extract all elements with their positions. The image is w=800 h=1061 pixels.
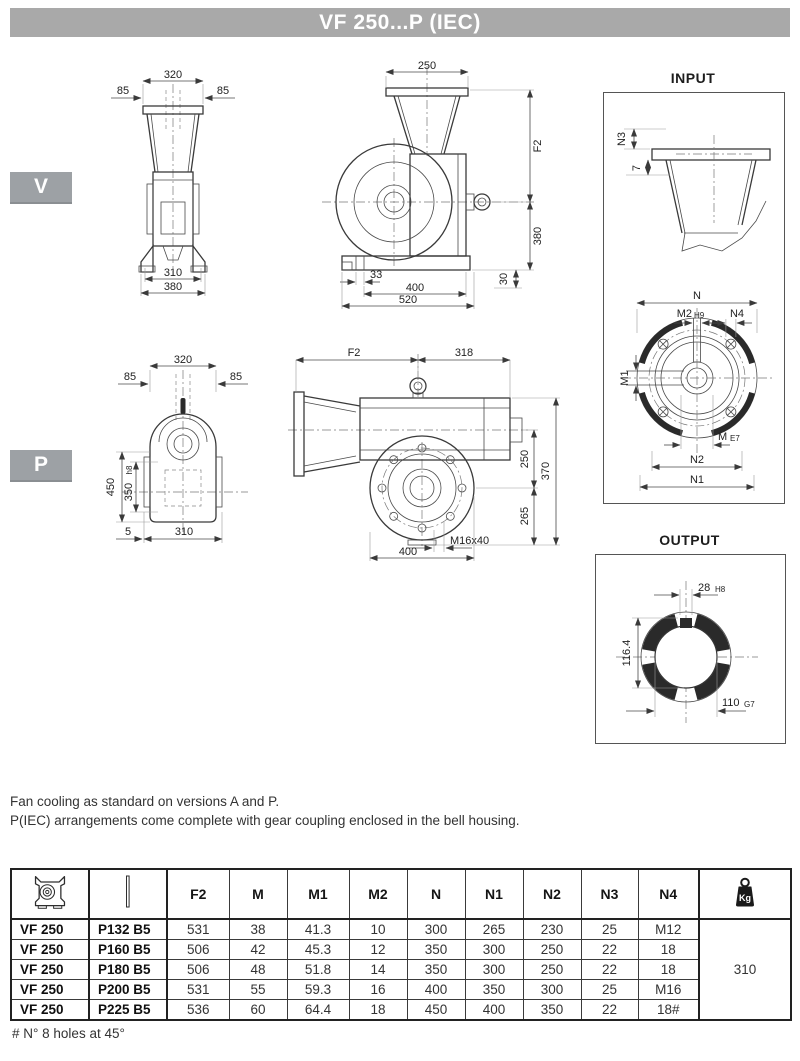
value-cell: 22 [581, 1000, 638, 1021]
value-cell: 22 [581, 960, 638, 980]
dim-n: N [693, 290, 701, 302]
value-cell: 51.8 [287, 960, 349, 980]
version-badge-v: V [10, 172, 72, 204]
col-header-f2: F2 [167, 869, 229, 919]
dim-85-left: 85 [123, 371, 137, 383]
footnote-holes: # N° 8 holes at 45° [12, 1026, 125, 1041]
value-cell: 18 [638, 940, 699, 960]
col-header-m1: M1 [287, 869, 349, 919]
value-cell: 42 [229, 940, 287, 960]
value-cell: M16 [638, 980, 699, 1000]
value-cell: 250 [523, 960, 581, 980]
value-cell: 536 [167, 1000, 229, 1021]
weight-cell: 310 [699, 919, 791, 1020]
dim-m2: M2 [676, 308, 692, 320]
value-cell: 59.3 [287, 980, 349, 1000]
input-side-dims [616, 129, 670, 175]
value-cell: 18 [349, 1000, 407, 1021]
input-side-outline [652, 135, 770, 251]
value-cell: 25 [581, 919, 638, 940]
table-body [11, 919, 791, 1020]
gearbox-icon [28, 873, 72, 911]
value-cell: 18 [638, 960, 699, 980]
value-cell: 531 [167, 980, 229, 1000]
version-badge-p: P [10, 450, 72, 482]
col-header-n3: N3 [581, 869, 638, 919]
value-cell: 506 [167, 960, 229, 980]
dim-320: 320 [163, 69, 183, 81]
value-cell: M12 [638, 919, 699, 940]
value-cell: 18# [638, 1000, 699, 1021]
col-header-n: N [407, 869, 465, 919]
value-cell: 300 [465, 940, 523, 960]
drawing-v-side [298, 60, 554, 312]
page-title: VF 250...P (IEC) [10, 8, 790, 37]
dim-450: 450 [105, 477, 117, 497]
dimensions [105, 354, 248, 543]
drawing-p-top [88, 352, 264, 548]
dim-318: 318 [454, 347, 474, 359]
shaft-icon [123, 874, 133, 910]
dim-350: 350 [123, 482, 135, 502]
table-header-row [11, 869, 791, 919]
dim-116-4: 116.4 [621, 639, 633, 667]
dim-350-tol: h8 [125, 465, 134, 475]
motor-cell: P200 B5 [89, 980, 167, 1000]
weight-icon-header [699, 869, 791, 919]
dim-85-left: 85 [116, 85, 130, 97]
kg-label: Kg [739, 892, 751, 903]
col-header-n4: N4 [638, 869, 699, 919]
value-cell: 14 [349, 960, 407, 980]
value-cell: 64.4 [287, 1000, 349, 1021]
value-cell: 300 [407, 919, 465, 940]
table-row [11, 980, 791, 1000]
dim-370: 370 [540, 461, 552, 481]
dim-5: 5 [124, 526, 132, 538]
value-cell: 12 [349, 940, 407, 960]
input-flange-outline [622, 308, 772, 453]
input-section-label: INPUT [670, 70, 716, 86]
dim-85-right: 85 [229, 371, 243, 383]
value-cell: 45.3 [287, 940, 349, 960]
dim-320: 320 [173, 354, 193, 366]
dim-85-right: 85 [216, 85, 230, 97]
value-cell: 16 [349, 980, 407, 1000]
input-panel [603, 92, 785, 504]
value-cell: 25 [581, 980, 638, 1000]
value-cell: 55 [229, 980, 287, 1000]
value-cell: 400 [407, 980, 465, 1000]
table-row [11, 919, 791, 940]
value-cell: 265 [465, 919, 523, 940]
value-cell: 60 [229, 1000, 287, 1021]
dim-310: 310 [163, 267, 183, 279]
dim-30: 30 [498, 272, 510, 286]
outline [641, 612, 731, 702]
value-cell: 230 [523, 919, 581, 940]
dim-m: M [718, 431, 728, 443]
drawing-input [604, 93, 782, 501]
dim-n3: N3 [616, 131, 628, 147]
dim-380: 380 [163, 281, 183, 293]
drawing-output [596, 555, 783, 741]
table-row [11, 960, 791, 980]
dim-7: 7 [631, 164, 643, 172]
value-cell: 350 [407, 960, 465, 980]
note-fan-cooling: Fan cooling as standard on versions A and P. [10, 794, 280, 809]
col-header-m: M [229, 869, 287, 919]
dim-110-tol: G7 [744, 700, 755, 709]
dimensions [340, 60, 544, 309]
motor-cell: P225 B5 [89, 1000, 167, 1021]
value-cell: 41.3 [287, 919, 349, 940]
col-header-n1: N1 [465, 869, 523, 919]
model-cell: VF 250 [11, 960, 89, 980]
value-cell: 48 [229, 960, 287, 980]
dim-f2: F2 [347, 347, 361, 359]
dim-380: 380 [532, 226, 544, 246]
table-row [11, 1000, 791, 1021]
value-cell: 300 [465, 960, 523, 980]
output-section-label: OUTPUT [659, 532, 720, 548]
note-piec-arrangement: P(IEC) arrangements come complete with gear coupling enclosed in the bell housing. [10, 813, 520, 828]
dimensions [296, 347, 560, 561]
col-header-m2: M2 [349, 869, 407, 919]
dim-250: 250 [519, 449, 531, 469]
dimensions-table [10, 868, 792, 1021]
model-cell: VF 250 [11, 1000, 89, 1021]
value-cell: 531 [167, 919, 229, 940]
value-cell: 350 [523, 1000, 581, 1021]
drawing-p-side [288, 346, 572, 564]
value-cell: 250 [523, 940, 581, 960]
dim-520: 520 [398, 294, 418, 306]
drawing-v-front [85, 68, 261, 300]
dim-n1: N1 [689, 474, 705, 486]
notes [10, 792, 520, 830]
gearbox-icon-header [11, 869, 89, 919]
value-cell: 350 [465, 980, 523, 1000]
model-cell: VF 250 [11, 919, 89, 940]
dim-n2: N2 [689, 454, 705, 466]
dim-28-tol: H8 [715, 585, 726, 594]
col-header-n2: N2 [523, 869, 581, 919]
motor-cell: P180 B5 [89, 960, 167, 980]
dim-250: 250 [417, 60, 437, 72]
model-cell: VF 250 [11, 980, 89, 1000]
dim-28: 28 [698, 582, 711, 594]
dim-400: 400 [398, 546, 418, 558]
dim-110: 110 [722, 697, 740, 709]
dim-m-tol: E7 [730, 434, 740, 443]
dim-33: 33 [370, 269, 383, 281]
dim-n4: N4 [729, 308, 745, 320]
value-cell: 300 [523, 980, 581, 1000]
dim-m16x40: M16x40 [450, 535, 490, 547]
motor-cell: P160 B5 [89, 940, 167, 960]
value-cell: 10 [349, 919, 407, 940]
model-cell: VF 250 [11, 940, 89, 960]
weight-kg-icon [732, 876, 758, 908]
value-cell: 400 [465, 1000, 523, 1021]
value-cell: 506 [167, 940, 229, 960]
value-cell: 38 [229, 919, 287, 940]
outline [294, 378, 522, 545]
value-cell: 350 [407, 940, 465, 960]
input-flange-dims [619, 290, 757, 491]
dim-400: 400 [405, 282, 425, 294]
value-cell: 22 [581, 940, 638, 960]
dim-f2: F2 [532, 139, 544, 153]
input-shaft-icon-header [89, 869, 167, 919]
motor-cell: P132 B5 [89, 919, 167, 940]
value-cell: 450 [407, 1000, 465, 1021]
dim-310: 310 [174, 526, 194, 538]
output-panel [595, 554, 786, 744]
dim-m1: M1 [619, 370, 631, 386]
outline [336, 88, 490, 270]
dim-m2-tol: H9 [694, 311, 705, 320]
table-row [11, 940, 791, 960]
dim-265: 265 [519, 506, 531, 526]
